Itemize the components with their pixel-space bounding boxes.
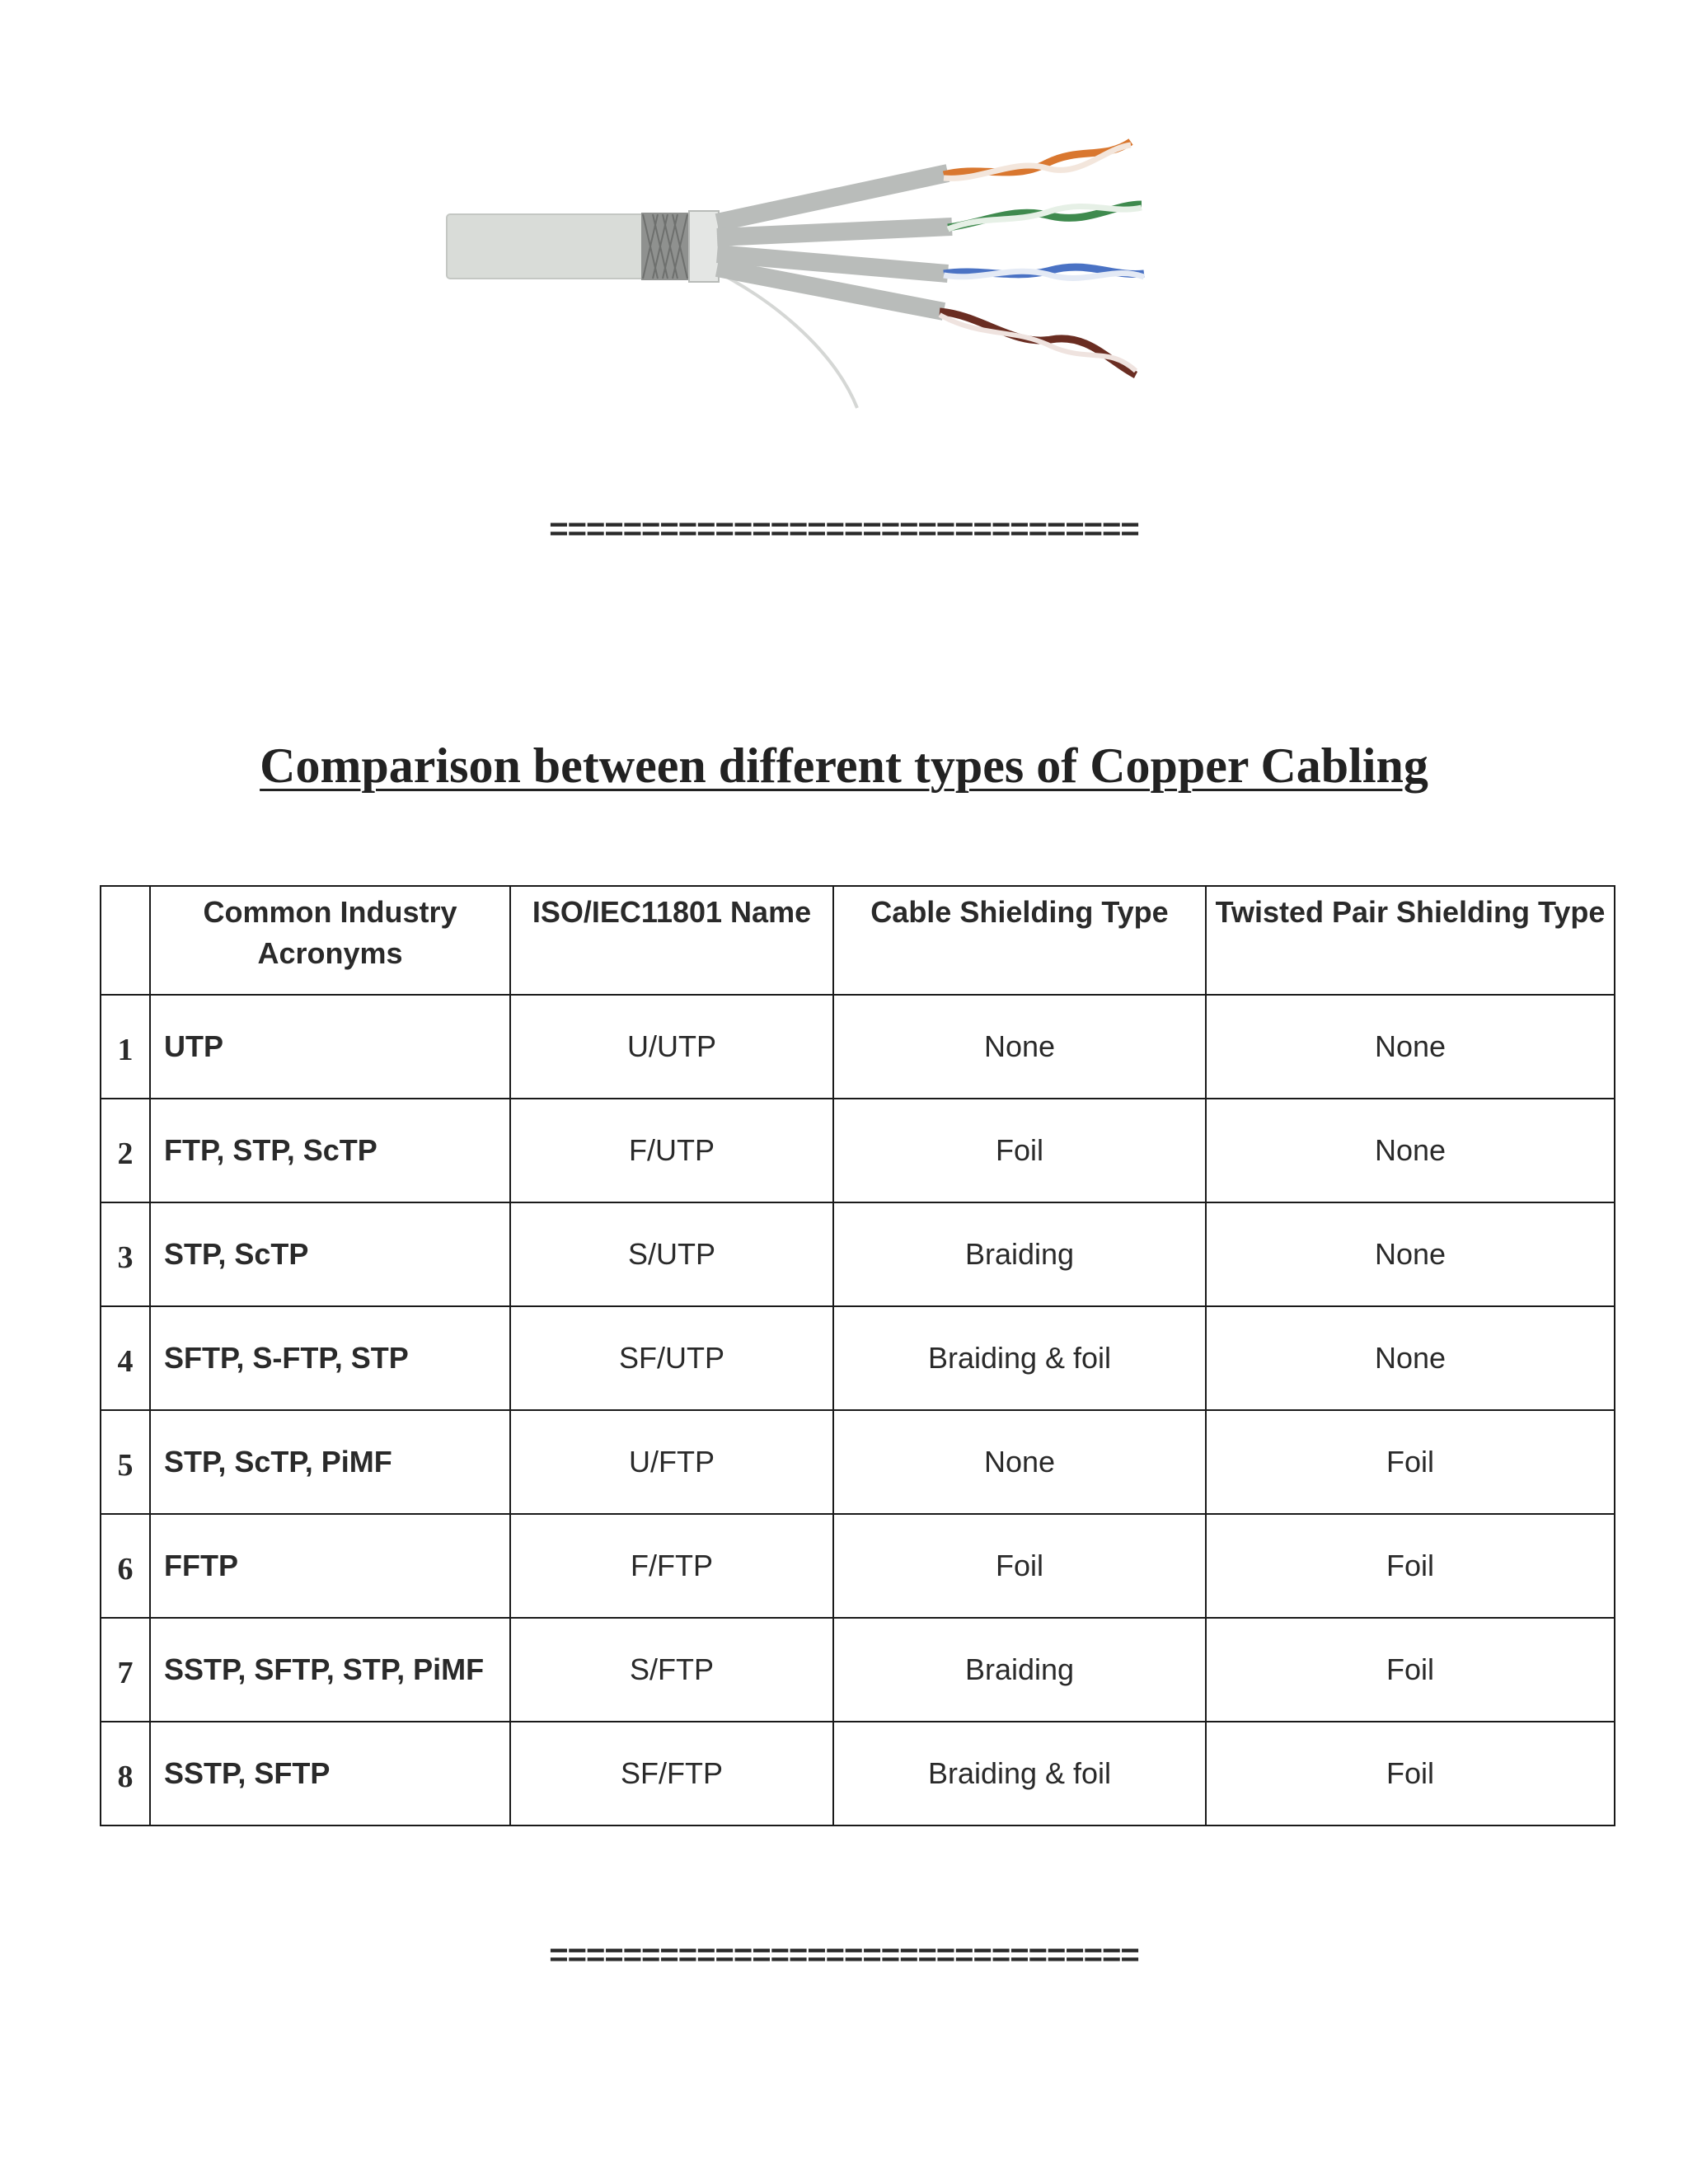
page-title: Comparison between different types of Copper Cabling (260, 738, 1428, 793)
cell-pair-shielding: None (1206, 1099, 1615, 1202)
cell-cable-shielding: Braiding & foil (833, 1306, 1206, 1410)
cell-acronyms: STP, ScTP, PiMF (150, 1410, 510, 1514)
cell-acronyms: SSTP, SFTP (150, 1722, 510, 1825)
row-number: 7 (101, 1618, 150, 1722)
cell-acronyms: UTP (150, 995, 510, 1099)
cable-illustration (437, 99, 1261, 429)
cell-iso-name: U/FTP (510, 1410, 833, 1514)
cell-cable-shielding: None (833, 995, 1206, 1099)
separator-top: ================================ (549, 511, 1139, 547)
row-number: 1 (101, 995, 150, 1099)
separator-bottom: ================================ (549, 1937, 1139, 1973)
cell-iso-name: SF/UTP (510, 1306, 833, 1410)
cell-acronyms: SSTP, SFTP, STP, PiMF (150, 1618, 510, 1722)
row-number: 8 (101, 1722, 150, 1825)
row-number: 4 (101, 1306, 150, 1410)
header-iso-name: ISO/IEC11801 Name (510, 886, 833, 995)
cell-iso-name: F/FTP (510, 1514, 833, 1618)
header-pair-shielding: Twisted Pair Shielding Type (1206, 886, 1615, 995)
table-row (101, 995, 1615, 1099)
cell-iso-name: U/UTP (510, 995, 833, 1099)
row-number: 2 (101, 1099, 150, 1202)
table-row (101, 1306, 1615, 1410)
cell-iso-name: S/UTP (510, 1202, 833, 1306)
row-number: 5 (101, 1410, 150, 1514)
cell-pair-shielding: Foil (1206, 1618, 1615, 1722)
cell-iso-name: S/FTP (510, 1618, 833, 1722)
header-number (101, 886, 150, 995)
cell-pair-shielding: Foil (1206, 1410, 1615, 1514)
table-row (101, 1618, 1615, 1722)
cell-acronyms: FTP, STP, ScTP (150, 1099, 510, 1202)
header-acronyms: Common Industry Acronyms (150, 886, 510, 995)
cell-cable-shielding: Braiding (833, 1202, 1206, 1306)
cell-pair-shielding: Foil (1206, 1514, 1615, 1618)
cell-acronyms: FFTP (150, 1514, 510, 1618)
cell-cable-shielding: Foil (833, 1514, 1206, 1618)
cell-pair-shielding: None (1206, 1306, 1615, 1410)
table-header-row (101, 886, 1615, 995)
cell-acronyms: SFTP, S-FTP, STP (150, 1306, 510, 1410)
cell-cable-shielding: Braiding & foil (833, 1722, 1206, 1825)
cell-iso-name: SF/FTP (510, 1722, 833, 1825)
row-number: 3 (101, 1202, 150, 1306)
row-number: 6 (101, 1514, 150, 1618)
cell-cable-shielding: Braiding (833, 1618, 1206, 1722)
cable-jacket (447, 214, 645, 279)
table-row (101, 1099, 1615, 1202)
pair-foil-orange (717, 173, 948, 223)
table-row (101, 1410, 1615, 1514)
cell-cable-shielding: None (833, 1410, 1206, 1514)
cable-foil (689, 211, 719, 282)
header-cable-shielding: Cable Shielding Type (833, 886, 1206, 995)
cell-acronyms: STP, ScTP (150, 1202, 510, 1306)
cell-pair-shielding: None (1206, 1202, 1615, 1306)
cell-pair-shielding: None (1206, 995, 1615, 1099)
table-row (101, 1514, 1615, 1618)
cell-pair-shielding: Foil (1206, 1722, 1615, 1825)
cell-iso-name: F/UTP (510, 1099, 833, 1202)
table-row (101, 1202, 1615, 1306)
table-row (101, 1722, 1615, 1825)
pair-foil-green (717, 227, 952, 237)
cell-cable-shielding: Foil (833, 1099, 1206, 1202)
shielded-twisted-pair-cable-icon (437, 99, 1261, 429)
cabling-comparison-table (100, 885, 1615, 1826)
